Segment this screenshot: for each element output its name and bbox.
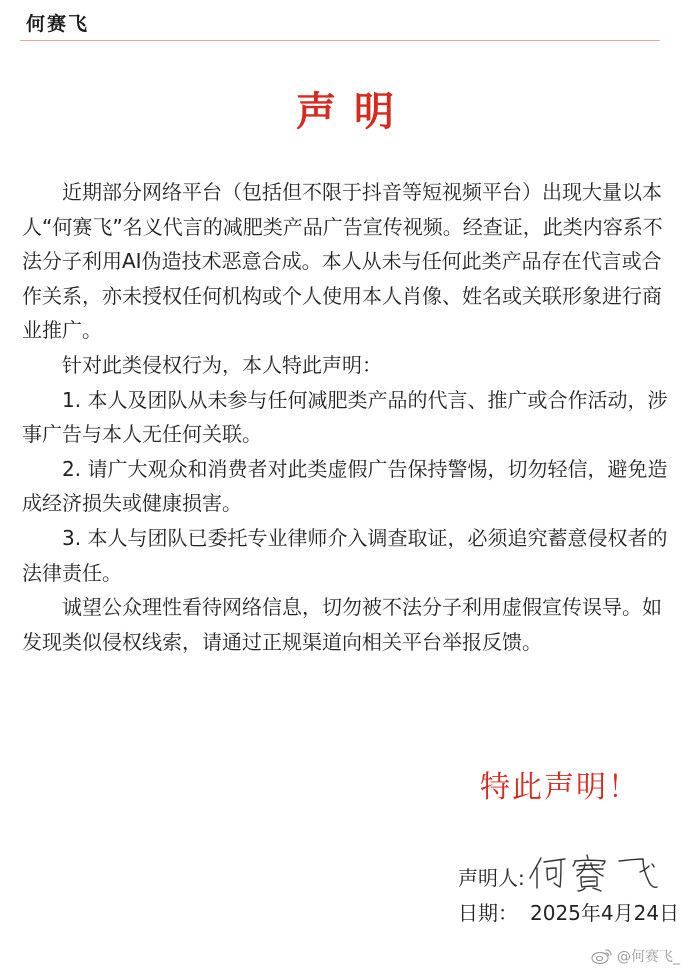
paragraph-intro: 近期部分网络平台（包括但不限于抖音等短视频平台）出现大量以本人“何赛飞”名义代言的减肥类产品广告宣传视频。经查证，此类内容系不法分子利用AI伪造技术恶意合成。本人从未与任何此类产品存在代言或合作关系，亦未授权任何机构或个人使用本人肖像、姓名或关联形象进行商业推广。	[22, 180, 663, 343]
date-row	[458, 897, 679, 926]
weibo-watermark	[591, 946, 680, 966]
header-name: 何赛飞	[26, 13, 90, 35]
document-title: 声明	[296, 89, 412, 135]
date-label: 日期：	[458, 901, 518, 925]
paragraph-point-2: 2. 请广大观众和消费者对此类虚假广告保持警惕，切勿轻信，避免造成经济损失或健康损害。	[22, 456, 668, 516]
statement-body	[22, 175, 670, 659]
paragraph-point-1: 1. 本人及团队从未参与任何减肥类产品的代言、推广或合作活动，涉事广告与本人无任何关联。	[22, 387, 668, 447]
weibo-icon	[591, 947, 613, 965]
handwritten-signature	[527, 852, 667, 892]
signature-row	[458, 858, 667, 892]
date-value: 2025年4月24日	[530, 901, 680, 925]
header-divider	[20, 40, 660, 41]
closing-statement: 特此声明！	[480, 770, 640, 805]
paragraph-point-3: 3. 本人与团队已委托专业律师介入调查取证，必须追究蓄意侵权者的法律责任。	[22, 525, 668, 585]
paragraph-declaration-lead: 针对此类侵权行为，本人特此声明：	[62, 352, 382, 377]
paragraph-appeal: 诚望公众理性看待网络信息，切勿被不法分子利用虚假宣传误导。如发现类似侵权线索，请通过正规渠道向相关平台举报反馈。	[22, 595, 662, 654]
watermark-text: @何赛飞_	[617, 949, 680, 965]
signature-label: 声明人:	[458, 866, 525, 890]
